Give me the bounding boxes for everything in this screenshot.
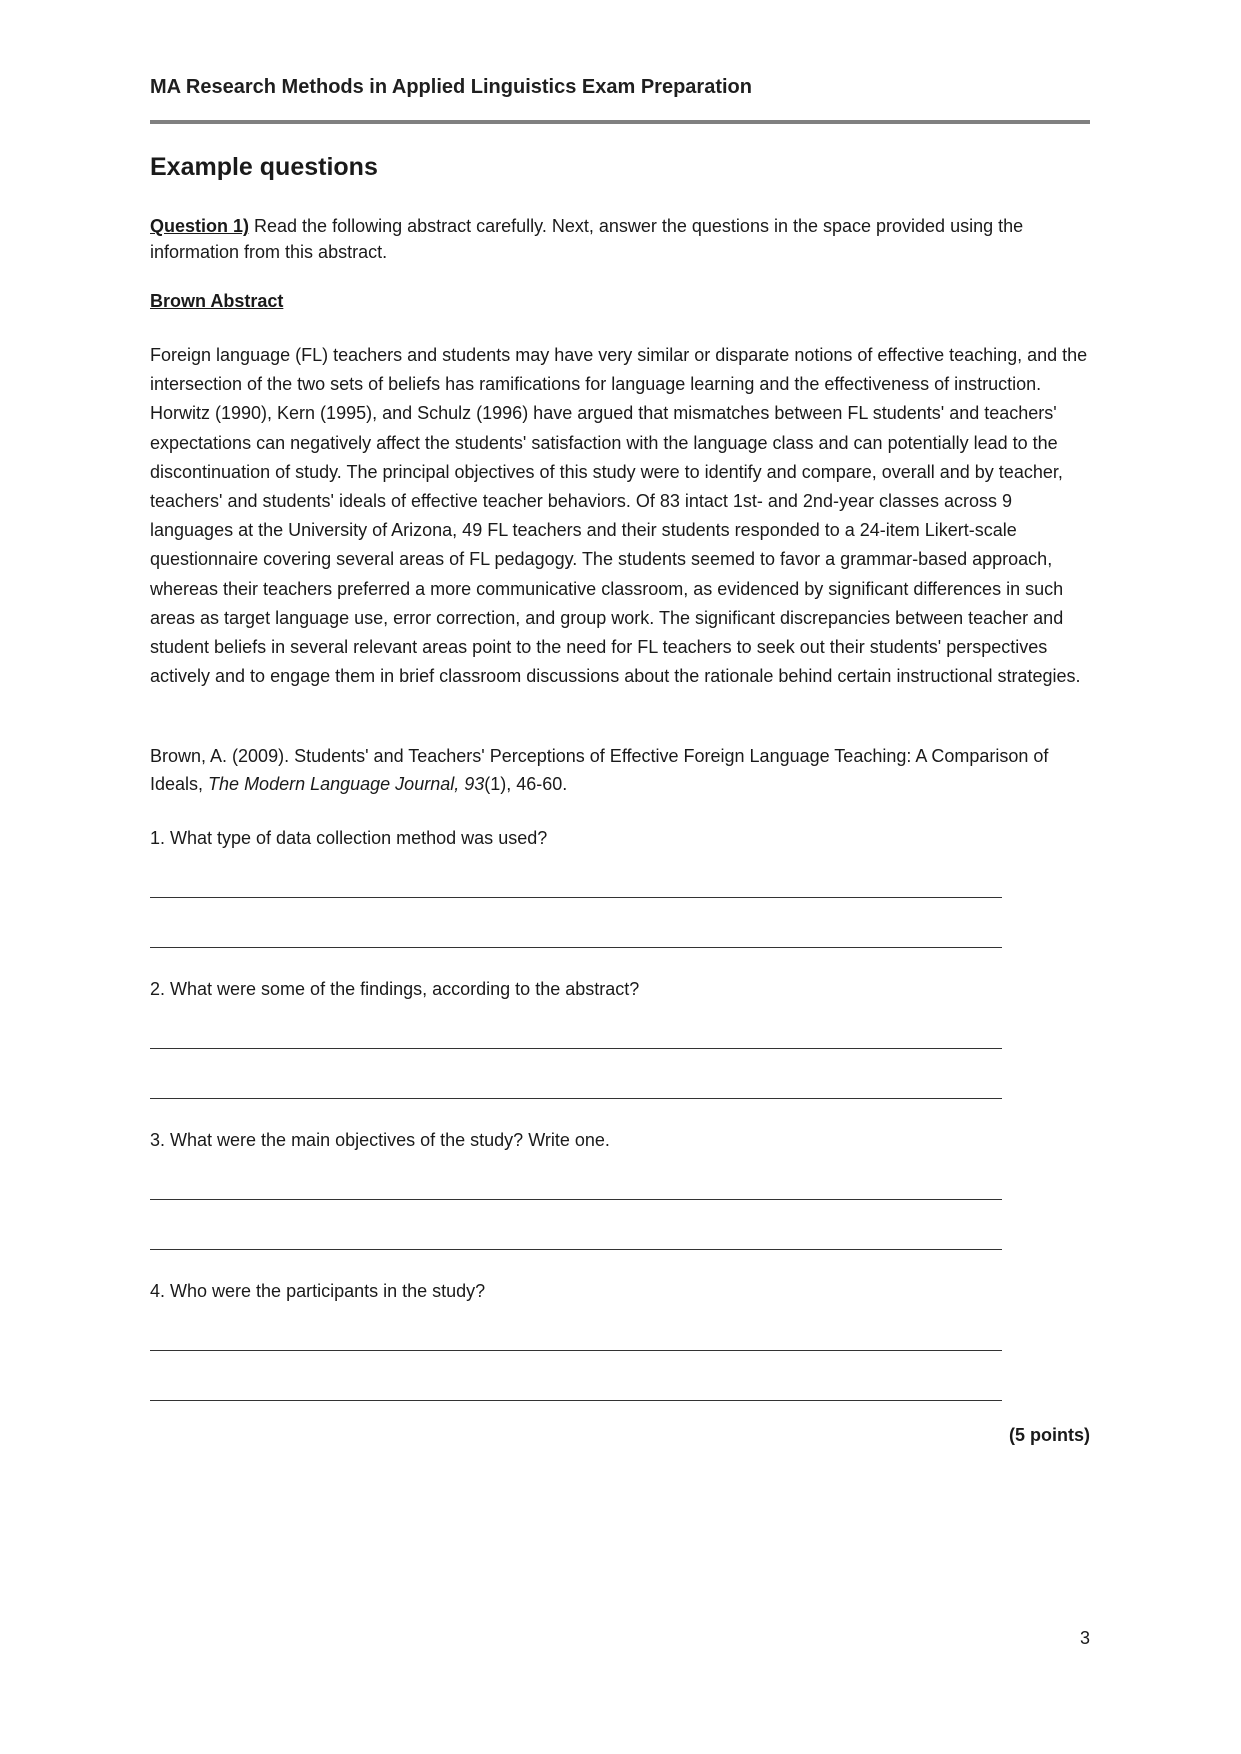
answer-line[interactable] xyxy=(150,1400,1002,1401)
question-1: 1. What type of data collection method was used? xyxy=(150,828,548,848)
section-heading: Example questions xyxy=(150,153,378,181)
answer-line[interactable] xyxy=(150,1048,1002,1049)
abstract-heading: Brown Abstract xyxy=(150,291,284,311)
answer-line[interactable] xyxy=(150,897,1002,898)
answer-line[interactable] xyxy=(150,1199,1002,1200)
answer-line[interactable] xyxy=(150,947,1002,948)
question-3: 3. What were the main objectives of the study? Write one. xyxy=(150,1130,610,1150)
points-label: (5 points) xyxy=(1009,1425,1090,1445)
citation-text: Brown, A. (2009). Students' and Teachers' Perceptions of Effective Foreign Language Teaching: A Comparison of Ideals, xyxy=(150,746,1049,794)
header-divider xyxy=(150,120,1090,124)
question-1-intro xyxy=(150,213,1090,265)
question-1-instruction: Read the following abstract carefully. Next, answer the questions in the space provided using the information from this abstract. xyxy=(150,216,1024,262)
exam-page xyxy=(150,0,1090,1754)
citation-journal: The Modern Language Journal, 93 xyxy=(208,774,485,794)
answer-line[interactable] xyxy=(150,1098,1002,1099)
header-title: MA Research Methods in Applied Linguistics Exam Preparation xyxy=(150,76,752,98)
citation-issue-pages: (1), 46-60. xyxy=(484,774,568,794)
answer-line[interactable] xyxy=(150,1350,1002,1351)
abstract-body: Foreign language (FL) teachers and students may have very similar or disparate notions of effective teaching, and the intersection of the two sets of beliefs has ramifications for language learning and the effectiveness of instruction. Horwitz (1990), Kern (1995), and Schulz (1996) have argued that mismatches between FL students' and teachers' expectations can negatively affect the students' satisfaction with the language class and can potentially lead to the discontinuation of study. The principal objectives of this study were to identify and compare, overall and by teacher, teachers' and students' ideals of effective teacher behaviors. Of 83 intact 1st- and 2nd-year classes across 9 languages at the University of Arizona, 49 FL teachers and their students responded to a 24-item Likert-scale questionnaire covering several areas of FL pedagogy. The students seemed to favor a grammar-based approach, whereas their teachers preferred a more communicative classroom, as evidenced by significant differences in such areas as target language use, error correction, and group work. The significant discrepancies between teacher and student beliefs in several relevant areas point to the need for FL teachers to seek out their students' perspectives actively and to engage them in brief classroom discussions about the rationale behind certain instructional strategies. xyxy=(150,345,1088,687)
question-4: 4. Who were the participants in the study? xyxy=(150,1281,486,1301)
page-number: 3 xyxy=(1079,1628,1090,1648)
question-2: 2. What were some of the findings, according to the abstract? xyxy=(150,979,640,999)
answer-line[interactable] xyxy=(150,1249,1002,1250)
question-1-label: Question 1) xyxy=(150,216,250,236)
citation xyxy=(150,742,1090,798)
